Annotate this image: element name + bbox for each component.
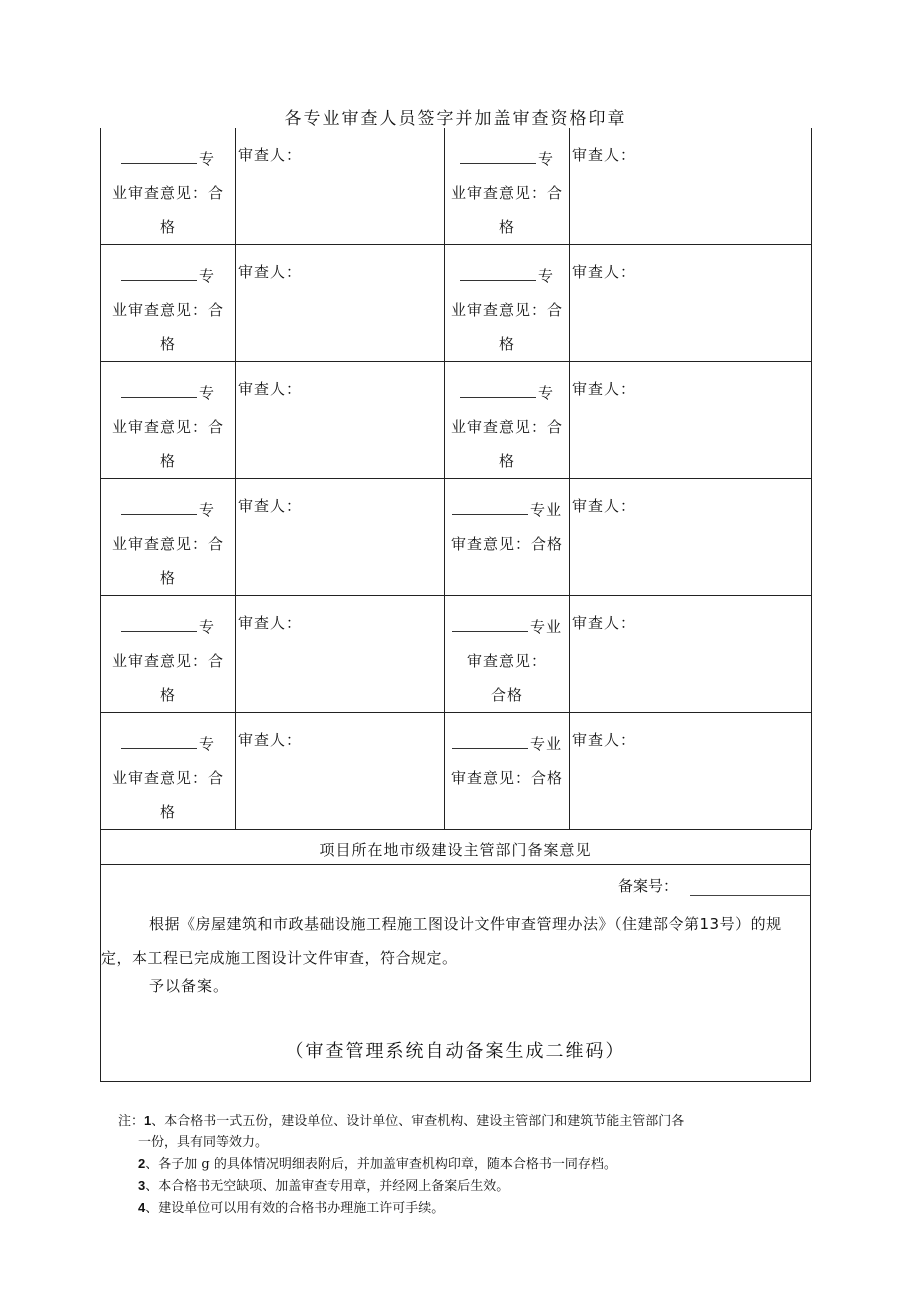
specialty-name-blank[interactable] bbox=[460, 383, 536, 398]
left-reviewer-cell[interactable] bbox=[236, 362, 445, 479]
reviewer-label: 审查人： bbox=[238, 380, 303, 398]
note-text: 、本合格书一式五份，建设单位、设计单位、审查机构、建设主管部门和建筑节能主管部门各 bbox=[151, 1114, 685, 1129]
note-text: 、本合格书无空缺项、加盖审查专用章，并经网上备案后生效。 bbox=[145, 1179, 510, 1194]
left-specialty-opinion-cell bbox=[101, 479, 236, 596]
filing-number-field[interactable] bbox=[690, 877, 810, 896]
filing-paragraph: 根据《房屋建筑和市政基础设施工程施工图设计文件审查管理办法》（住建部令第13号）的规定，本工程已完成施工图设计文件审查，符合规定。 bbox=[101, 915, 782, 967]
specialty-suffix: 专 bbox=[537, 267, 554, 285]
specialty-name-blank[interactable] bbox=[452, 617, 528, 632]
right-specialty-opinion-cell bbox=[445, 596, 570, 713]
filing-section bbox=[100, 865, 811, 1082]
right-reviewer-cell[interactable] bbox=[570, 596, 812, 713]
right-reviewer-cell[interactable] bbox=[570, 245, 812, 362]
right-reviewer-cell[interactable] bbox=[570, 128, 812, 245]
opinion-line: 业审查意见：合 bbox=[111, 769, 224, 787]
right-specialty-opinion-cell bbox=[445, 362, 570, 479]
specialty-suffix: 专 bbox=[537, 150, 554, 168]
opinion-result: 格 bbox=[498, 218, 515, 236]
specialty-suffix: 专业 bbox=[529, 501, 562, 519]
specialty-suffix: 专业 bbox=[529, 618, 562, 636]
reviewer-label: 审查人： bbox=[572, 146, 637, 164]
right-reviewer-cell[interactable] bbox=[570, 713, 812, 830]
review-row bbox=[101, 362, 812, 479]
opinion-line: 业审查意见：合 bbox=[111, 535, 224, 553]
opinion-line: 业审查意见：合 bbox=[111, 652, 224, 670]
left-specialty-opinion-cell bbox=[101, 128, 236, 245]
opinion-line: 审查意见：合格 bbox=[450, 769, 563, 787]
opinion-line: 审查意见：合格 bbox=[450, 535, 563, 553]
right-specialty-opinion-cell bbox=[445, 479, 570, 596]
specialty-name-blank[interactable] bbox=[121, 383, 197, 398]
reviewer-label: 审查人： bbox=[572, 731, 637, 749]
review-row bbox=[101, 479, 812, 596]
left-specialty-opinion-cell bbox=[101, 362, 236, 479]
specialty-name-blank[interactable] bbox=[121, 149, 197, 164]
right-specialty-opinion-cell bbox=[445, 128, 570, 245]
specialty-name-blank[interactable] bbox=[452, 734, 528, 749]
opinion-result: 格 bbox=[159, 803, 176, 821]
review-row bbox=[101, 245, 812, 362]
opinion-line: 业审查意见：合 bbox=[111, 418, 224, 436]
reviewer-label: 审查人： bbox=[572, 380, 637, 398]
filing-approval: 予以备案。 bbox=[149, 977, 230, 995]
reviewer-label: 审查人： bbox=[238, 614, 303, 632]
review-row bbox=[101, 128, 812, 245]
note-text: 、各子加 g 的具体情况明细表附后，并加盖审查机构印章，随本合格书一同存档。 bbox=[145, 1157, 617, 1172]
specialty-suffix: 专业 bbox=[529, 735, 562, 753]
opinion-line: 审查意见： bbox=[466, 652, 547, 670]
opinion-result: 合格 bbox=[490, 686, 523, 704]
note-number: 1 bbox=[144, 1113, 152, 1128]
opinion-result: 格 bbox=[159, 569, 176, 587]
note-item bbox=[118, 1153, 808, 1175]
opinion-line: 业审查意见：合 bbox=[450, 184, 563, 202]
opinion-line: 业审查意见：合 bbox=[111, 301, 224, 319]
filing-number-label: 备案号： bbox=[617, 877, 678, 895]
specialty-suffix: 专 bbox=[198, 384, 215, 402]
specialty-name-blank[interactable] bbox=[460, 149, 536, 164]
specialty-name-blank[interactable] bbox=[452, 500, 528, 515]
opinion-result: 格 bbox=[159, 218, 176, 236]
review-table bbox=[100, 128, 812, 830]
specialty-suffix: 专 bbox=[198, 267, 215, 285]
left-reviewer-cell[interactable] bbox=[236, 596, 445, 713]
left-specialty-opinion-cell bbox=[101, 713, 236, 830]
reviewer-label: 审查人： bbox=[572, 614, 637, 632]
right-reviewer-cell[interactable] bbox=[570, 479, 812, 596]
opinion-result: 格 bbox=[159, 335, 176, 353]
right-specialty-opinion-cell bbox=[445, 713, 570, 830]
notes bbox=[118, 1110, 808, 1219]
reviewer-label: 审查人： bbox=[238, 497, 303, 515]
filing-number bbox=[618, 875, 810, 896]
specialty-name-blank[interactable] bbox=[460, 266, 536, 281]
reviewer-label: 审查人： bbox=[238, 731, 303, 749]
note-number: 4 bbox=[138, 1200, 146, 1215]
left-reviewer-cell[interactable] bbox=[236, 245, 445, 362]
specialty-suffix: 专 bbox=[198, 735, 215, 753]
specialty-suffix: 专 bbox=[198, 501, 215, 519]
reviewer-label: 审查人： bbox=[238, 263, 303, 281]
reviewer-label: 审查人： bbox=[238, 146, 303, 164]
note-item bbox=[118, 1110, 808, 1132]
left-reviewer-cell[interactable] bbox=[236, 713, 445, 830]
opinion-result: 格 bbox=[159, 452, 176, 470]
note-number: 2 bbox=[138, 1156, 146, 1171]
page-title: 各专业审查人员签字并加盖审查资格印章 bbox=[284, 109, 627, 129]
review-form bbox=[100, 128, 811, 1082]
review-row bbox=[101, 596, 812, 713]
opinion-line: 业审查意见：合 bbox=[111, 184, 224, 202]
specialty-name-blank[interactable] bbox=[121, 734, 197, 749]
note-text: 、建设单位可以用有效的合格书办理施工许可手续。 bbox=[145, 1201, 445, 1216]
note-prefix: 注： bbox=[118, 1114, 145, 1129]
qr-code-note: （审查管理系统自动备案生成二维码） bbox=[285, 1041, 626, 1062]
right-specialty-opinion-cell bbox=[445, 245, 570, 362]
reviewer-label: 审查人： bbox=[572, 263, 637, 281]
left-reviewer-cell[interactable] bbox=[236, 479, 445, 596]
opinion-line: 业审查意见：合 bbox=[450, 301, 563, 319]
specialty-name-blank[interactable] bbox=[121, 500, 197, 515]
specialty-suffix: 专 bbox=[537, 384, 554, 402]
right-reviewer-cell[interactable] bbox=[570, 362, 812, 479]
specialty-suffix: 专 bbox=[198, 618, 215, 636]
opinion-line: 业审查意见：合 bbox=[450, 418, 563, 436]
review-row bbox=[101, 713, 812, 830]
opinion-result: 格 bbox=[498, 335, 515, 353]
filing-section-heading: 项目所在地市级建设主管部门备案意见 bbox=[100, 830, 811, 865]
left-specialty-opinion-cell bbox=[101, 245, 236, 362]
left-reviewer-cell[interactable] bbox=[236, 128, 445, 245]
left-specialty-opinion-cell bbox=[101, 596, 236, 713]
opinion-result: 格 bbox=[498, 452, 515, 470]
note-item bbox=[118, 1175, 808, 1197]
reviewer-label: 审查人： bbox=[572, 497, 637, 515]
specialty-suffix: 专 bbox=[198, 150, 215, 168]
note-item bbox=[118, 1197, 808, 1219]
specialty-name-blank[interactable] bbox=[121, 266, 197, 281]
note-number: 3 bbox=[138, 1178, 146, 1193]
specialty-name-blank[interactable] bbox=[121, 617, 197, 632]
note-continuation: 一份，具有同等效力。 bbox=[138, 1135, 269, 1150]
opinion-result: 格 bbox=[159, 686, 176, 704]
